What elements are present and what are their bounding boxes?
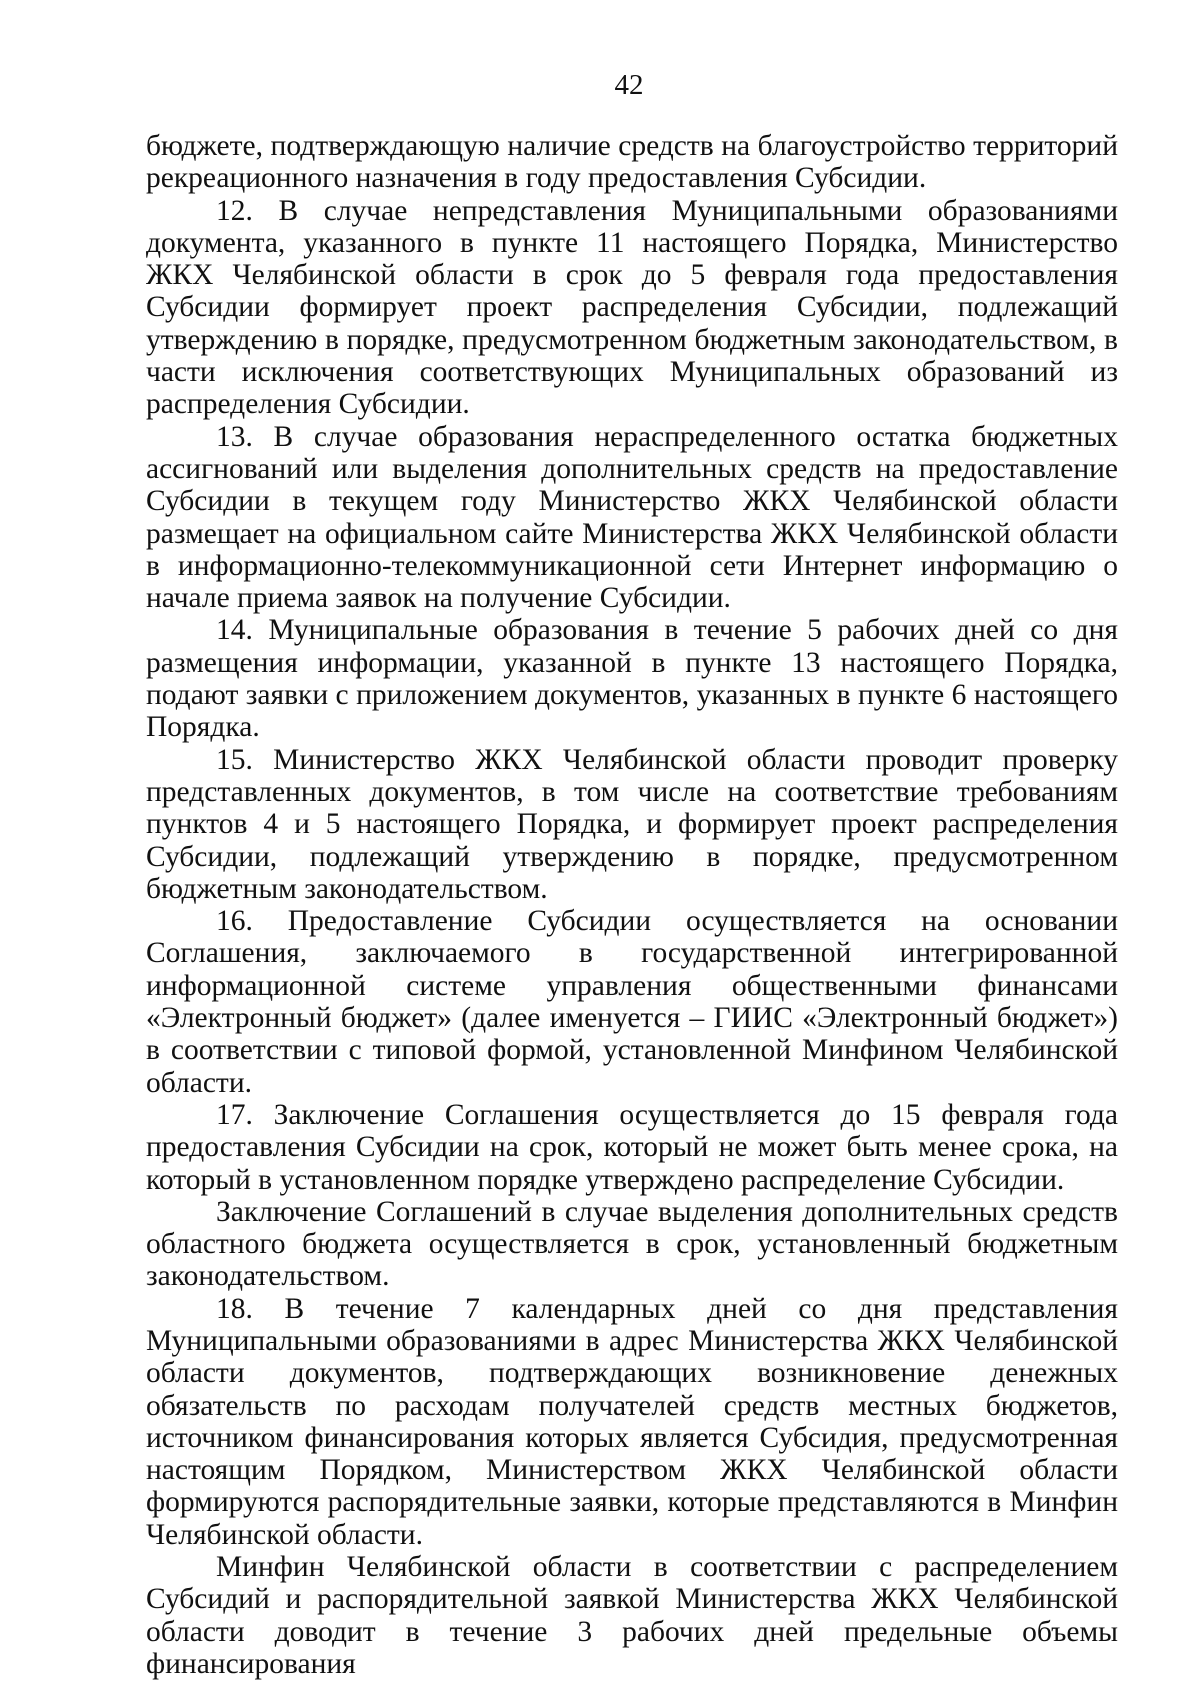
page-number: 42 <box>614 69 644 101</box>
paragraph-13: 13. В случае образования нераспределенного остатка бюджетных ассигнований или выделения дополнительных средств на предоставление Субсидии в текущем году Министерство ЖКХ Челябинской области размещает на официальном сайте Министерства ЖКХ Челябинской области в информационно-телекоммуникационной сети Интернет информацию о начале приема заявок на получение Субсидии. <box>146 420 1118 615</box>
paragraph-12: 12. В случае непредставления Муниципальными образованиями документа, указанного в пункте 11 настоящего Порядка, Министерство ЖКХ Челябинской области в срок до 5 февраля года предоставления Субсидии формирует проект распределения Субсидии, подлежащий утверждению в порядке, предусмотренном бюджетным законодательством, в части исключения соответствующих Муниципальных образований из распределения Субсидии. <box>146 194 1118 421</box>
paragraph-16: 16. Предоставление Субсидии осуществляется на основании Соглашения, заключаемого в государственной интегрированной информационной системе управления общественными финансами «Электронный бюджет» (далее именуется – ГИИС «Электронный бюджет») в соответствии с типовой формой, установленной Минфином Челябинской области. <box>146 905 1118 1099</box>
paragraph-18-continued: Минфин Челябинской области в соответствии с распределением Субсидий и распорядительной заявкой Министерства ЖКХ Челябинской области доводит в течение 3 рабочих дней предельные объемы финансирования <box>146 1551 1118 1680</box>
paragraph-continuation: бюджете, подтверждающую наличие средств на благоустройство территорий рекреационного назначения в году предоставления Субсидии. <box>146 130 1118 195</box>
paragraph-18: 18. В течение 7 календарных дней со дня представления Муниципальными образованиями в адрес Министерства ЖКХ Челябинской области документов, подтверждающих возникновение денежных обязательств по расходам получателей средств местных бюджетов, источником финансирования которых является Субсидия, предусмотренная настоящим Порядком, Министерством ЖКХ Челябинской области формируются распорядительные заявки, которые представляются в Минфин Челябинской области. <box>146 1292 1118 1551</box>
document-body <box>146 130 1118 1680</box>
paragraph-17: 17. Заключение Соглашения осуществляется до 15 февраля года предоставления Субсидии на срок, который не может быть менее срока, на который в установленном порядке утверждено распределение Субсидии. <box>146 1098 1118 1196</box>
paragraph-17-continued: Заключение Соглашений в случае выделения дополнительных средств областного бюджета осуществляется в срок, установленный бюджетным законодательством. <box>146 1195 1118 1293</box>
paragraph-14: 14. Муниципальные образования в течение 5 рабочих дней со дня размещения информации, указанной в пункте 13 настоящего Порядка, подают заявки с приложением документов, указанных в пункте 6 настоящего Порядка. <box>146 614 1118 744</box>
paragraph-15: 15. Министерство ЖКХ Челябинской области проводит проверку представленных документов, в том числе на соответствие требованиям пунктов 4 и 5 настоящего Порядка, и формирует проект распределения Субсидии, подлежащий утверждению в порядке, предусмотренном бюджетным законодательством. <box>146 743 1118 905</box>
